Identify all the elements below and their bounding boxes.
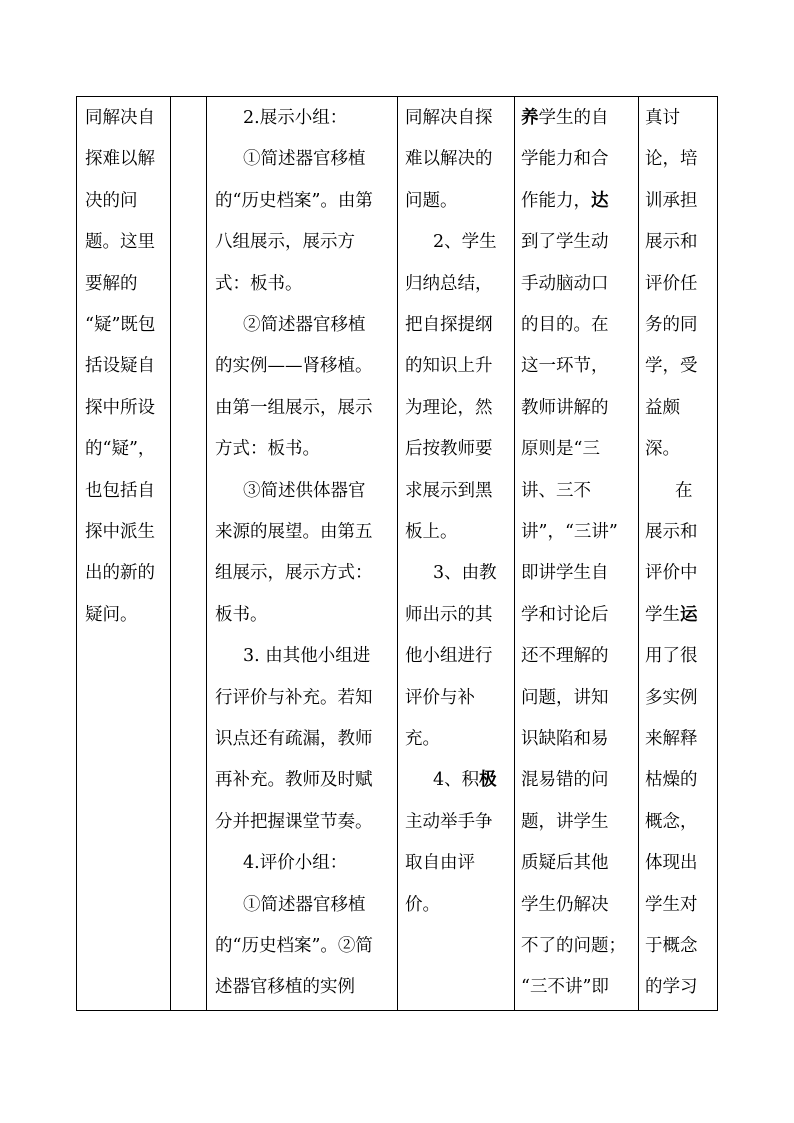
col1-line: 探中所设 [85, 397, 155, 418]
col6-line: 深。 [645, 439, 680, 460]
column-4 [398, 97, 515, 1010]
col6-line: 评价任 [645, 273, 698, 294]
col6-line: 学生运 [645, 604, 698, 625]
col1-line: 探难以解 [85, 149, 155, 170]
col5-line: 的目的。在 [521, 315, 609, 335]
col4-line: 同解决自探 [405, 108, 493, 128]
col6-line: 真讨 [645, 108, 680, 128]
col3-line: ②简述器官移植 [243, 315, 366, 335]
col4-line: 4、积极 [433, 770, 497, 791]
col4-line: 板上。 [405, 522, 458, 542]
lesson-table [76, 96, 718, 1011]
col1-line: “疑”既包 [85, 315, 156, 335]
col1-line: 决的问 [85, 190, 138, 211]
col4-line: 2、学生 [433, 232, 497, 253]
col1-line: 探中派生 [85, 522, 155, 542]
column-3 [207, 97, 398, 1010]
col3-line: 组展示，展示方式： [215, 563, 373, 584]
col5-line: 即讲学生自 [521, 563, 609, 584]
col3-line: ③简述供体器官 [243, 480, 366, 501]
col4-line: 的知识上升 [405, 356, 493, 377]
col5-line: 作能力，达 [521, 190, 609, 211]
col6-line: 于概念 [645, 936, 698, 956]
column-5 [515, 97, 639, 1010]
col1-line: 出的新的 [85, 563, 155, 584]
col5-line: 题，讲学生 [521, 811, 609, 832]
col3-line: 的“历史档案”。②简 [215, 936, 373, 956]
col4-line: 问题。 [405, 190, 458, 211]
col3-line: ①简述器官移植 [243, 149, 366, 170]
column-1 [77, 97, 171, 1010]
col5-line: 讲、三不 [521, 480, 591, 501]
col6-line: 在 [675, 480, 693, 501]
col6-line: 多实例 [645, 687, 698, 708]
col1-line: 也包括自 [85, 480, 155, 501]
col1-line: 同解决自 [85, 108, 155, 128]
col1-line: 的“疑”， [85, 439, 156, 460]
col6-line: 枯燥的 [645, 770, 698, 791]
col3-line: 八组展示，展示方 [215, 232, 355, 253]
col1-line: 疑问。 [85, 604, 138, 625]
col3-line: 4.评价小组： [243, 853, 348, 874]
col3-line: 2.展示小组： [243, 108, 348, 128]
col5-line: “三不讲”即 [521, 977, 609, 998]
col3-line: 识点还有疏漏，教师 [215, 729, 373, 749]
col6-line: 学生对 [645, 894, 698, 915]
col5-line: 养学生的自 [521, 108, 609, 128]
col4-line: 求展示到黑 [405, 480, 493, 501]
col6-line: 务的同 [645, 315, 698, 335]
col5-line: 这一环节， [521, 356, 609, 377]
col6-line: 评价中 [645, 563, 698, 584]
col5-line: 还不理解的 [521, 646, 609, 667]
col5-line: 讲”，“三讲” [521, 522, 618, 542]
col3-line: 式：板书。 [215, 273, 303, 294]
col5-line: 学和讨论后 [521, 604, 609, 625]
col3-line: 来源的展望。由第五 [215, 522, 373, 542]
col3-line: 再补充。教师及时赋 [215, 770, 373, 791]
col4-line: 后按教师要 [405, 439, 493, 460]
column-2 [171, 97, 207, 1010]
col4-line: 评价与补 [405, 687, 475, 708]
col6-line: 展示和 [645, 232, 698, 253]
col6-line: 益颇 [645, 397, 680, 418]
col5-line: 到了学生动 [521, 232, 609, 253]
col4-line: 3、由教 [433, 563, 497, 584]
col4-line: 他小组进行 [405, 646, 493, 667]
col4-line: 充。 [405, 729, 440, 749]
col3-line: 述器官移植的实例 [215, 977, 355, 998]
col3-line: 由第一组展示，展示 [215, 397, 373, 418]
col6-line: 学，受 [645, 356, 698, 377]
col3-line: 行评价与补充。若知 [215, 687, 373, 708]
col1-line: 要解的 [85, 273, 138, 294]
col6-line: 体现出 [645, 853, 698, 874]
col6-line: 论，培 [645, 149, 698, 170]
col4-line: 为理论，然 [405, 397, 493, 418]
col5-line: 问题，讲知 [521, 687, 609, 708]
col6-line: 展示和 [645, 522, 698, 542]
col3-line: 方式：板书。 [215, 439, 320, 460]
col3-line: 的实例——肾移植。 [215, 356, 373, 377]
col6-line: 概念， [645, 811, 698, 832]
col5-line: 原则是“三 [521, 439, 600, 460]
col4-line: 把自探提纲 [405, 315, 493, 335]
col3-line: 的“历史档案”。由第 [215, 190, 373, 211]
col5-line: 手动脑动口 [521, 273, 609, 294]
col3-line: 3. 由其他小组进 [243, 646, 371, 667]
col1-line: 括设疑自 [85, 356, 155, 377]
col5-line: 学能力和合 [521, 149, 609, 170]
col4-line: 取自由评 [405, 853, 475, 874]
col4-line: 归纳总结， [405, 273, 493, 294]
col3-line: 板书。 [215, 604, 268, 625]
col5-line: 学生仍解决 [521, 894, 609, 915]
col6-line: 的学习 [645, 977, 698, 998]
col5-line: 质疑后其他 [521, 853, 609, 874]
col4-line: 难以解决的 [405, 149, 493, 170]
col5-line: 识缺陷和易 [521, 729, 609, 749]
col1-line: 题。这里 [85, 232, 155, 253]
col6-line: 用了很 [645, 646, 698, 667]
col4-line: 师出示的其 [405, 604, 493, 625]
col4-line: 主动举手争 [405, 811, 493, 832]
col5-line: 不了的问题； [521, 936, 626, 956]
col3-line: ①简述器官移植 [243, 894, 366, 915]
col6-line: 来解释 [645, 729, 698, 749]
col3-line: 分并把握课堂节奏。 [215, 811, 373, 832]
col4-line: 价。 [405, 894, 440, 915]
col6-line: 训承担 [645, 190, 698, 211]
col5-line: 混易错的问 [521, 770, 609, 791]
col5-line: 教师讲解的 [521, 397, 609, 418]
column-6 [639, 97, 719, 1010]
